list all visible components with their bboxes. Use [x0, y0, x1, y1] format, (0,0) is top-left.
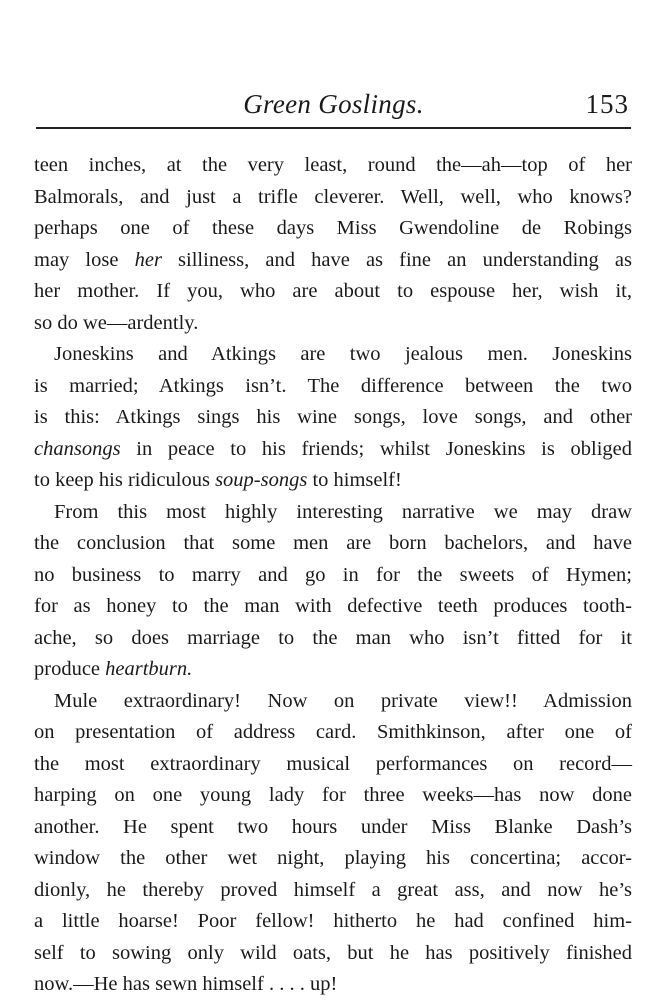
text-run: teen inches, at the very least, round the—ah—top of her: [34, 154, 632, 176]
text-run: her mother. If you, who are about to espouse her, wish it,: [34, 280, 632, 302]
text-run: dionly, he thereby proved himself a great ass, and now he’s: [34, 878, 632, 901]
text-line: [34, 938, 632, 970]
text-line: [34, 654, 632, 686]
italic-text: chansongs: [34, 437, 121, 460]
text-line: [34, 875, 632, 907]
text-run: is married; Atkings isn’t. The difference between the two: [34, 374, 632, 397]
text-run: now.—He has sewn himself . . . . up!: [34, 973, 338, 995]
text-run: harping on one young lady for three weeks—has now done: [34, 784, 632, 806]
text-line: [34, 560, 632, 592]
text-line: [34, 969, 632, 1001]
text-line: [34, 402, 632, 434]
italic-text: her: [134, 248, 162, 271]
text-run: Joneskins and Atkings are two jealous men. Joneskins: [54, 343, 632, 365]
text-line: [34, 150, 632, 182]
text-run: produce: [34, 658, 106, 680]
text-line: [34, 749, 632, 781]
text-run: ache, so does marriage to the man who isn’t fitted for it: [34, 626, 632, 649]
text-run: the most extraordinary musical performances on record—: [34, 752, 632, 775]
running-title: Green Goslings.: [243, 89, 424, 119]
text-line: [34, 780, 632, 812]
text-line: [34, 339, 632, 371]
text-run: to keep his ridiculous: [34, 469, 216, 491]
text-line: [34, 528, 632, 560]
text-line: [34, 465, 632, 497]
text-run: self to sowing only wild oats, but he has positively finished: [34, 941, 632, 964]
text-line: [34, 812, 632, 844]
text-line: [34, 182, 632, 214]
text-run: Balmorals, and just a trifle cleverer. Well, well, who knows?: [34, 185, 632, 208]
text-line: [34, 623, 632, 655]
text-run: silliness, and have as fine an understanding as: [161, 248, 632, 271]
text-run: so do we—ardently.: [34, 311, 199, 334]
text-line: [34, 497, 632, 529]
italic-text: heartburn.: [105, 658, 193, 680]
text-line: [34, 371, 632, 403]
page-number: 153: [585, 89, 629, 119]
text-run: a little hoarse! Poor fellow! hitherto he had confined him-: [34, 910, 632, 932]
text-run: From this most highly interesting narrative we may draw: [54, 500, 632, 523]
page-header: [36, 84, 631, 124]
italic-text: soup-songs: [215, 469, 308, 491]
text-run: in peace to his friends; whilst Joneskins is obliged: [120, 437, 632, 460]
text-run: another. He spent two hours under Miss Blanke Dash’s: [34, 815, 632, 838]
text-line: [34, 686, 632, 718]
text-line: [34, 213, 632, 245]
text-run: to himself!: [307, 469, 402, 491]
text-run: Mule extraordinary! Now on private view!! Admission: [54, 689, 632, 712]
text-run: no business to marry and go in for the sweets of Hymen;: [34, 563, 632, 586]
text-line: [34, 717, 632, 749]
header-rule: [36, 127, 631, 129]
text-run: the conclusion that some men are born bachelors, and have: [34, 532, 632, 554]
text-run: window the other wet night, playing his concertina; accor-: [34, 847, 632, 869]
text-run: perhaps one of these days Miss Gwendoline de Robings: [34, 217, 632, 239]
body-text: [34, 150, 632, 1001]
text-line: [34, 434, 632, 466]
text-line: [34, 843, 632, 875]
text-line: [34, 308, 632, 340]
text-line: [34, 276, 632, 308]
text-run: is this: Atkings sings his wine songs, love songs, and other: [34, 406, 632, 428]
text-line: [34, 245, 632, 277]
text-run: for as honey to the man with defective teeth produces tooth-: [34, 595, 632, 617]
text-line: [34, 591, 632, 623]
text-run: may lose: [34, 248, 135, 271]
text-line: [34, 906, 632, 938]
text-run: on presentation of address card. Smithkinson, after one of: [34, 721, 632, 743]
